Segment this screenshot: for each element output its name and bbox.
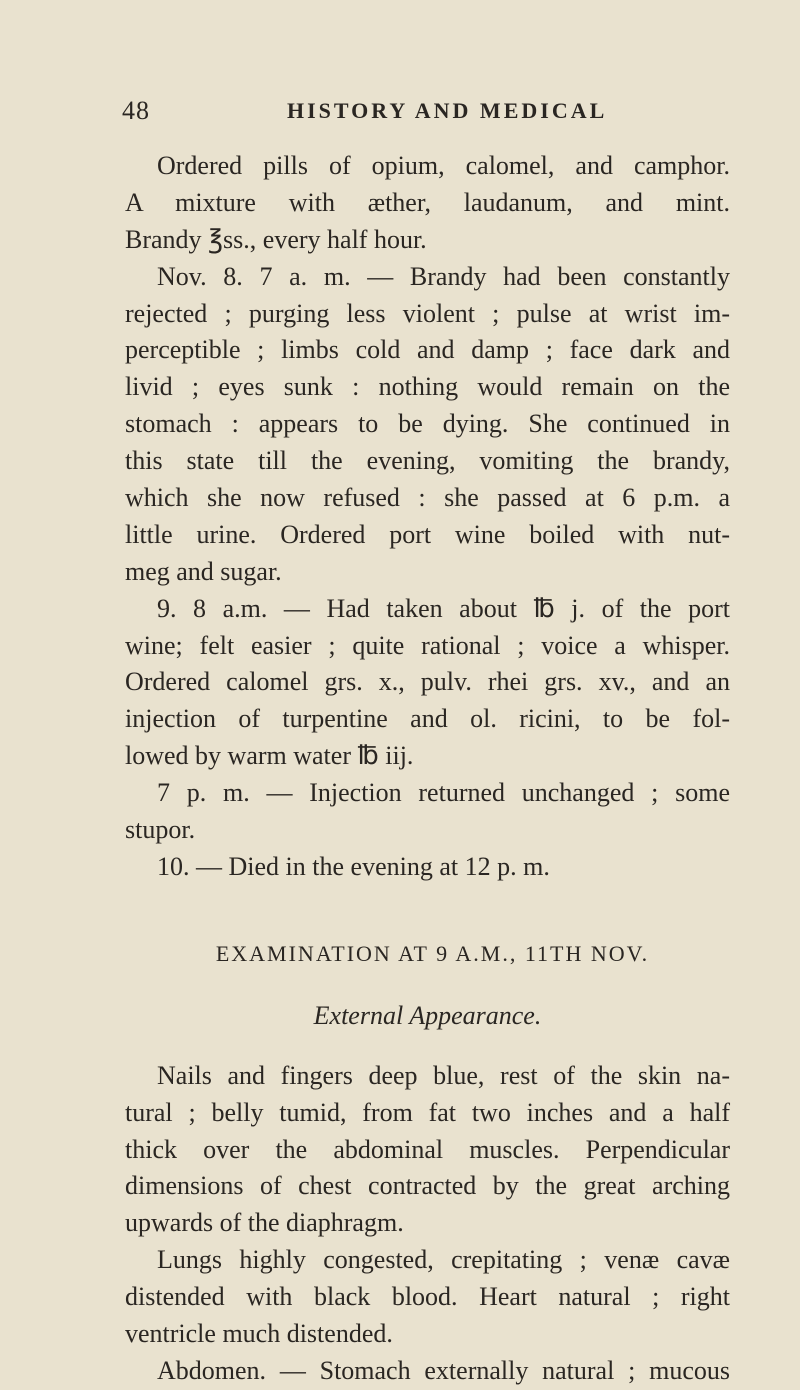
- text-line: Brandy ℥ss., every half hour.: [125, 224, 427, 254]
- text-line: tural ; belly tumid, from fat two inches and a half: [125, 1097, 730, 1127]
- text-line: lowed by warm water ℔ iij.: [125, 741, 414, 771]
- text-line: 9. 8 a.m. — Had taken about ℔ j. of the port: [157, 593, 730, 623]
- text-line: A mixture with æther, laudanum, and mint.: [125, 187, 730, 217]
- text-line: injection of turpentine and ol. ricini, to be fol-: [125, 704, 730, 734]
- text-line: little urine. Ordered port wine boiled with nut-: [125, 519, 730, 549]
- text-line: Abdomen. — Stomach externally natural ; mucous: [157, 1355, 730, 1385]
- text-line: Ordered pills of opium, calomel, and camphor.: [157, 151, 730, 180]
- text-line: stupor.: [125, 815, 196, 845]
- text-line: upwards of the diaphragm.: [125, 1208, 404, 1238]
- text-line: Nails and fingers deep blue, rest of the skin na-: [157, 1060, 730, 1090]
- text-line: ventricle much distended.: [125, 1319, 393, 1349]
- section-heading: EXAMINATION AT 9 A.M., 11TH NOV.: [215, 940, 650, 966]
- running-head: HISTORY AND MEDICAL: [287, 98, 608, 123]
- text-line: dimensions of chest contracted by the great arching: [125, 1171, 730, 1201]
- text-line: 7 p. m. — Injection returned unchanged ; some: [157, 778, 730, 808]
- page-number: 48: [122, 96, 150, 125]
- text-line: Ordered calomel grs. x., pulv. rhei grs. xv., and an: [125, 667, 730, 697]
- text-line: 10. — Died in the evening at 12 p. m.: [157, 851, 550, 881]
- text-line: livid ; eyes sunk : nothing would remain on the: [125, 372, 730, 402]
- text-line: Nov. 8. 7 a. m. — Brandy had been constantly: [157, 261, 730, 291]
- text-line: which she now refused : she passed at 6 p.m. a: [125, 483, 730, 513]
- text-line: rejected ; purging less violent ; pulse at wrist im-: [125, 298, 730, 328]
- text-line: Lungs highly congested, crepitating ; venæ cavæ: [157, 1245, 730, 1275]
- text-line: thick over the abdominal muscles. Perpendicular: [125, 1134, 730, 1164]
- subheading: External Appearance.: [313, 1000, 542, 1030]
- text-line: this state till the evening, vomiting the brandy,: [125, 446, 730, 476]
- text-line: perceptible ; limbs cold and damp ; face dark and: [125, 335, 730, 365]
- body-text: [125, 148, 730, 1390]
- text-line: stomach : appears to be dying. She continued in: [125, 409, 730, 439]
- text-line: distended with black blood. Heart natural ; right: [125, 1282, 730, 1312]
- text-line: wine; felt easier ; quite rational ; voice a whisper.: [125, 630, 730, 660]
- text-line: meg and sugar.: [125, 556, 282, 586]
- page-header: [122, 96, 722, 136]
